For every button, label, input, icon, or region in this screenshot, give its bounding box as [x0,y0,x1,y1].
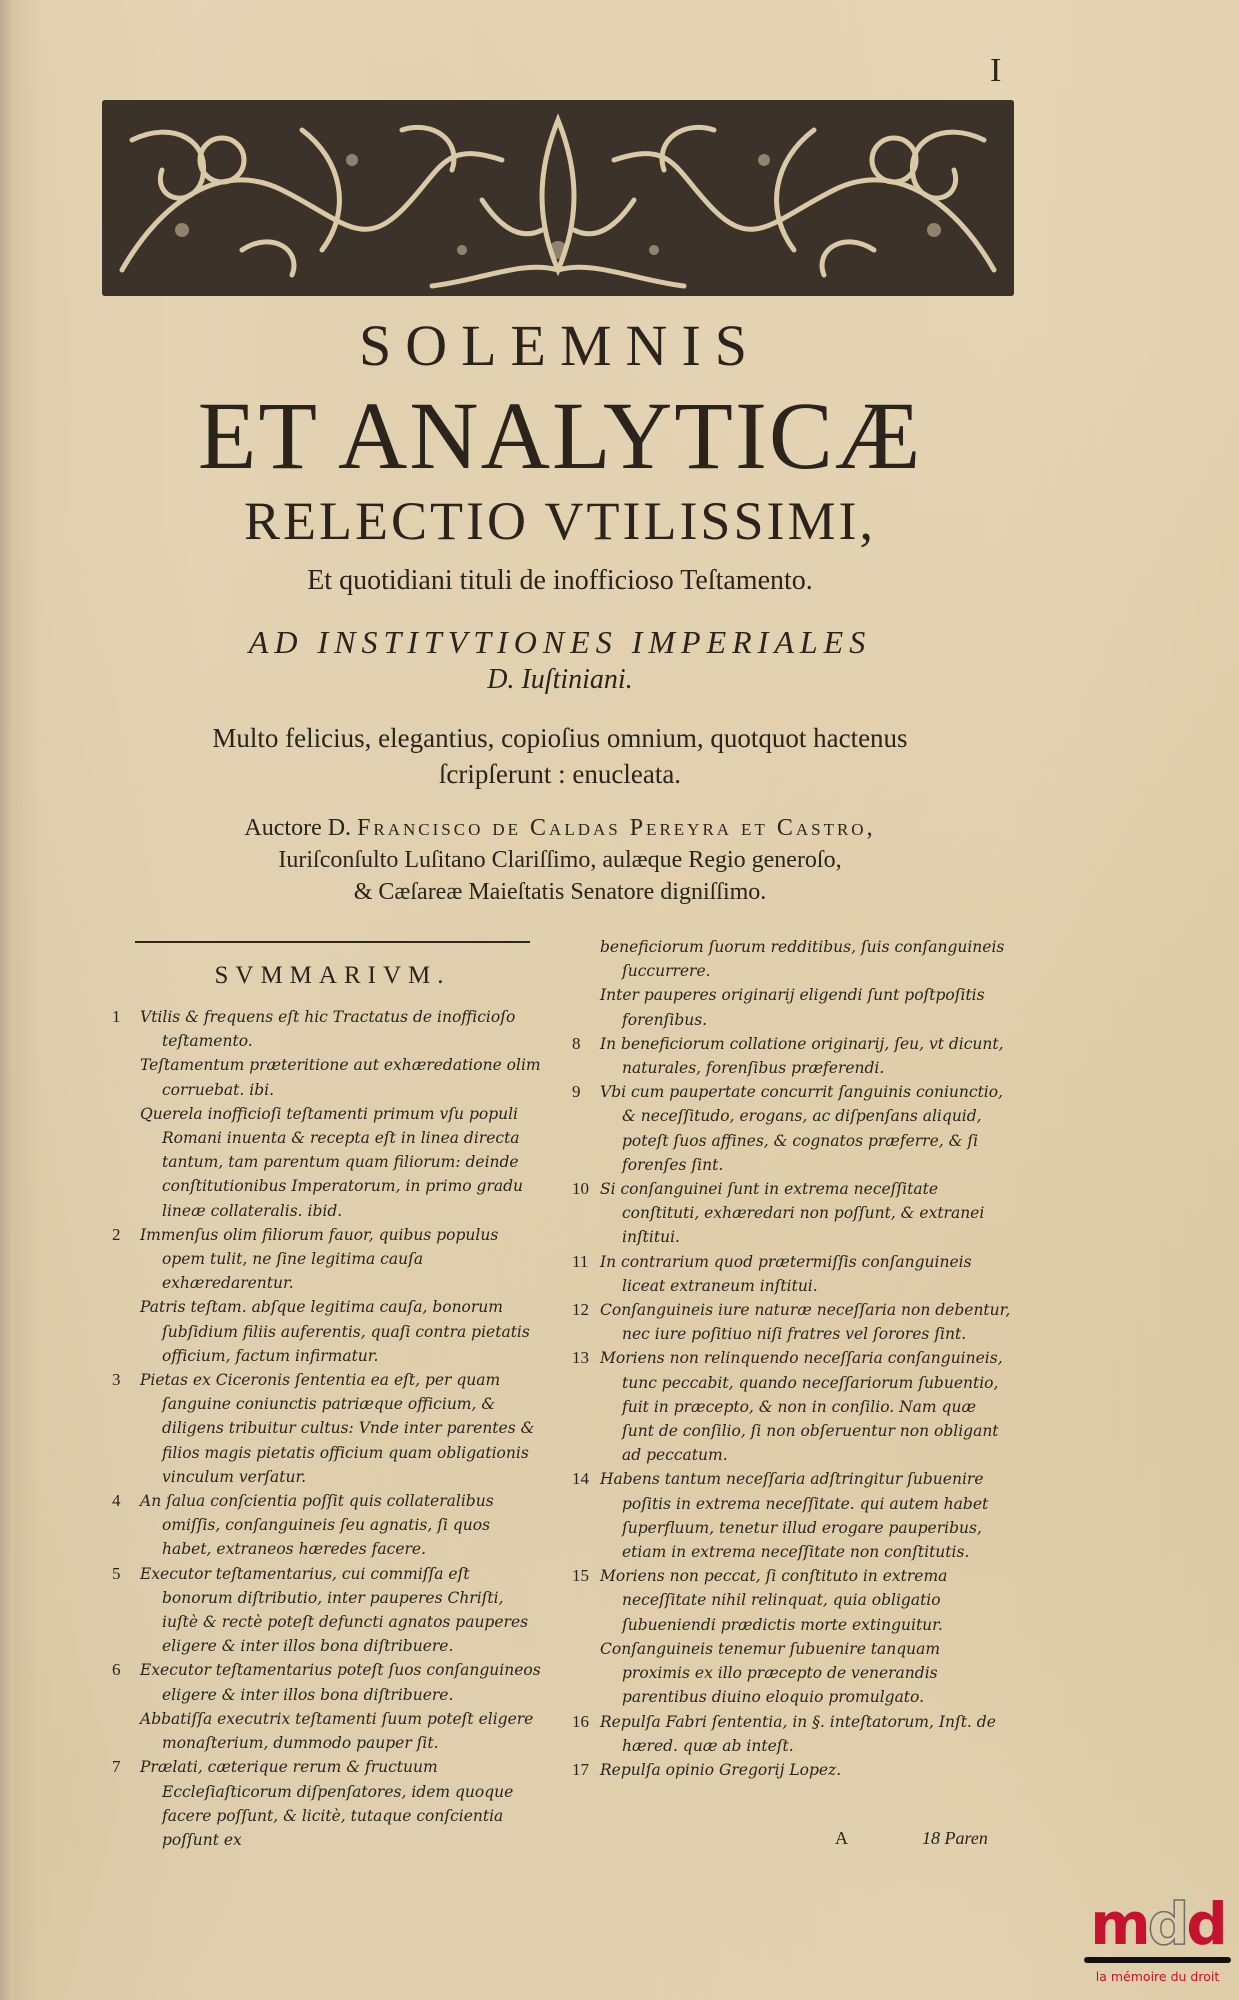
woodcut-headpiece-ornament [102,100,1014,296]
summary-entry: 7 Prælati, cæterique rerum & fructuum Eccleſiaſticorum diſpenſatores, idem quoque facere poſſunt, & licitè, tutaque conſcientia poſſunt ex [112,1757,514,1849]
summary-entry: 17 Repulſa opinio Gregorij Lopez. [572,1758,1012,1782]
author-name: Francisco de Caldas Pereyra et Castro, [357,815,876,841]
author-prefix: Auctore D. [244,815,352,841]
summary-entry: 13 Moriens non relinquendo neceſſaria conſanguineis, tunc peccabit, quando neceſſariorum ſubuentio, fuit in præcepto, & non in conſilio. Nam quæ ſunt de conſilio, ſi non obſeruentur non obligant ad peccatum. [572,1348,1003,1465]
summary-entry: Inter pauperes originarij eligendi ſunt poſtpoſitis forenſibus. [600,986,985,1029]
entry-number: 3 [112,1370,121,1390]
page-edge [0,0,14,2000]
entry-number: 8 [572,1033,581,1053]
author-line-3: & Cæſareæ Maieſtatis Senatore digniſſimo. [353,879,767,905]
entry-number: 10 [572,1179,589,1199]
catchword: 18 Paren [922,1828,988,1848]
mdd-logo-watermark [1080,1890,1235,2000]
summary-entry: Conſanguineis tenemur ſubuenire tanquam proximis ex illo præcepto de venerandis parentibus diuino eloquio promulgato. [600,1639,941,1707]
title-line-relectio: RELECTIO VTILISSIMI, [244,491,876,551]
entry-number: 5 [112,1563,121,1583]
summary-entry: Teſtamentum præteritione aut exhæredatione olim corruebat. ibi. [140,1056,541,1099]
summary-entry: 6 Executor teſtamentarius poteſt ſuos conſanguineos eligere & inter illos bona diſtribuere. [112,1660,541,1704]
entry-number: 13 [572,1348,589,1368]
entry-number: 11 [572,1251,589,1271]
entry-number: 15 [572,1566,589,1586]
summary-entry: 14 Habens tantum neceſſaria adſtringitur ſubuenire poſitis in extrema neceſſitate. qui autem habet ſuperfluum, tenetur illud erogare pauperibus, etiam in extrema neceſſitate non conſtitutis. [572,1469,989,1562]
summary-entry: Patris teſtam. abſque legitima cauſa, bonorum ſubſidium filiis auferentis, quaſi contra pietatis officium, factum infirmatur. [140,1298,530,1365]
folio-number: I [990,52,1002,89]
title-line-analyticae: ET ANALYTICÆ [197,382,923,489]
description-line-2: ſcripſerunt : enucleata. [438,759,682,789]
mdd-logo-icon: mdd [1090,1890,1225,1958]
summary-entry: Abbatiſſa executrix teſtamenti ſuum poteſt eligere monaſterium, dummodo pauper ſit. [140,1709,534,1753]
signature-mark: A [835,1828,848,1848]
summary-entry: 15 Moriens non peccat, ſi conſtituto in extrema neceſſitate nihil relinquat, quia obligatio ſubueniendi prædictis morte extinguitur. [572,1566,948,1634]
ornament-scrollwork-icon [102,100,1014,296]
summary-entry: 16 Repulſa Fabri ſententia, in §. inteſtatorum, Inſt. de hæred. quæ ab inteſt. [572,1711,996,1755]
summary-entry: 12 Conſanguineis iure naturæ neceſſaria non debentur, nec iure poſitiuo niſi fratres vel ſorores ſint. [572,1300,1011,1344]
summary-entry: 11 In contrarium quod prætermiſſis conſanguineis liceat extraneum inſtitui. [572,1251,972,1295]
entry-number: 6 [112,1660,121,1680]
summary-heading: SVMMARIVM. [214,962,451,989]
summary-entry: 5 Executor teſtamentarius, cui commiſſa eſt bonorum diſtributio, inter pauperes Chriſti, iuſtè & rectè poteſt defuncti agnatos pauperes eligere & inter illos bona diſtribuere. [112,1563,529,1656]
summary-entry: Querela inofficioſi teſtamenti primum vſu populi Romani inuenta & recepta eſt in linea directa tantum, tam parentum quam filiorum: deinde conſtitutionibus Imperatorum, in primo gradu lineæ collateralis. ibid. [140,1104,524,1220]
description-block [100,720,1020,792]
entry-number: 4 [112,1491,121,1511]
entry-number: 9 [572,1082,581,1102]
summary-column-left [112,1005,542,1852]
summary-entry: 10 Si conſanguinei ſunt in extrema neceſſitate conſtituti, exhæredari non poſſunt, & extranei inſtitui. [572,1179,985,1247]
title-line-solemnis: SOLEMNIS [358,313,762,378]
entry-number: 16 [572,1711,589,1731]
section-divider-rule [135,941,530,943]
entry-number: 1 [112,1007,121,1026]
summary-column-right [572,935,1012,1782]
subtitle-inofficioso: Et quotidiani tituli de inofficioso Teſtamento. [307,565,813,596]
subtitle-iustiniani: D. Iuſtiniani. [487,664,633,695]
entry-number: 7 [112,1757,121,1777]
entry-number: 12 [572,1300,589,1320]
author-line-1 [100,812,1020,844]
summary-entry: 9 Vbi cum paupertate concurrit ſanguinis coniunctio, & neceſſitudo, erogans, ac diſpenſans aliquid, poteſt ſuos affines, & cognatos præferre, & ſi forenſes ſint. [572,1082,1004,1174]
summary-entry: 8 In beneficiorum collatione originarij, ſeu, vt dicunt, naturales, forenſibus præferendi. [572,1033,1004,1078]
entry-number: 2 [112,1224,121,1244]
entry-number: 14 [572,1469,589,1489]
entry-number: 17 [572,1759,589,1779]
subtitle-institutiones: AD INSTITVTIONES IMPERIALES [248,624,872,660]
summary-entry: 4 An ſalua conſcientia poſſit quis collateralibus omiſſis, conſanguineis ſeu agnatis, ſi quos habet, extraneos hæredes facere. [112,1491,494,1559]
description-line-1: Multo felicius, elegantius, copioſius omnium, quotquot hactenus [212,723,908,753]
summary-entry: 3 Pietas ex Ciceronis ſententia ea eſt, per quam ſanguine coniunctis patriæque officium, & diligens tribuitur cultus: Vnde inter parentes & filios magis pietatis officium quam obligationis vinculum verſatur. [112,1370,535,1486]
logo-tagline: la mémoire du droit [1095,1969,1220,1984]
author-block [100,812,1020,908]
summary-entry: beneficiorum ſuorum redditibus, ſuis conſanguineis ſuccurrere. [600,938,1005,981]
author-line-2: Iuriſconſulto Luſitano Clariſſimo, aulæque Regio generoſo, [278,847,842,873]
summary-entry: 2 Immenſus olim filiorum fauor, quibus populus opem tulit, ne ſine legitima cauſa exhæredarentur. [112,1224,499,1293]
summary-entry: 1 Vtilis & frequens eſt hic Tractatus de inofficioſo teſtamento. [112,1007,516,1051]
